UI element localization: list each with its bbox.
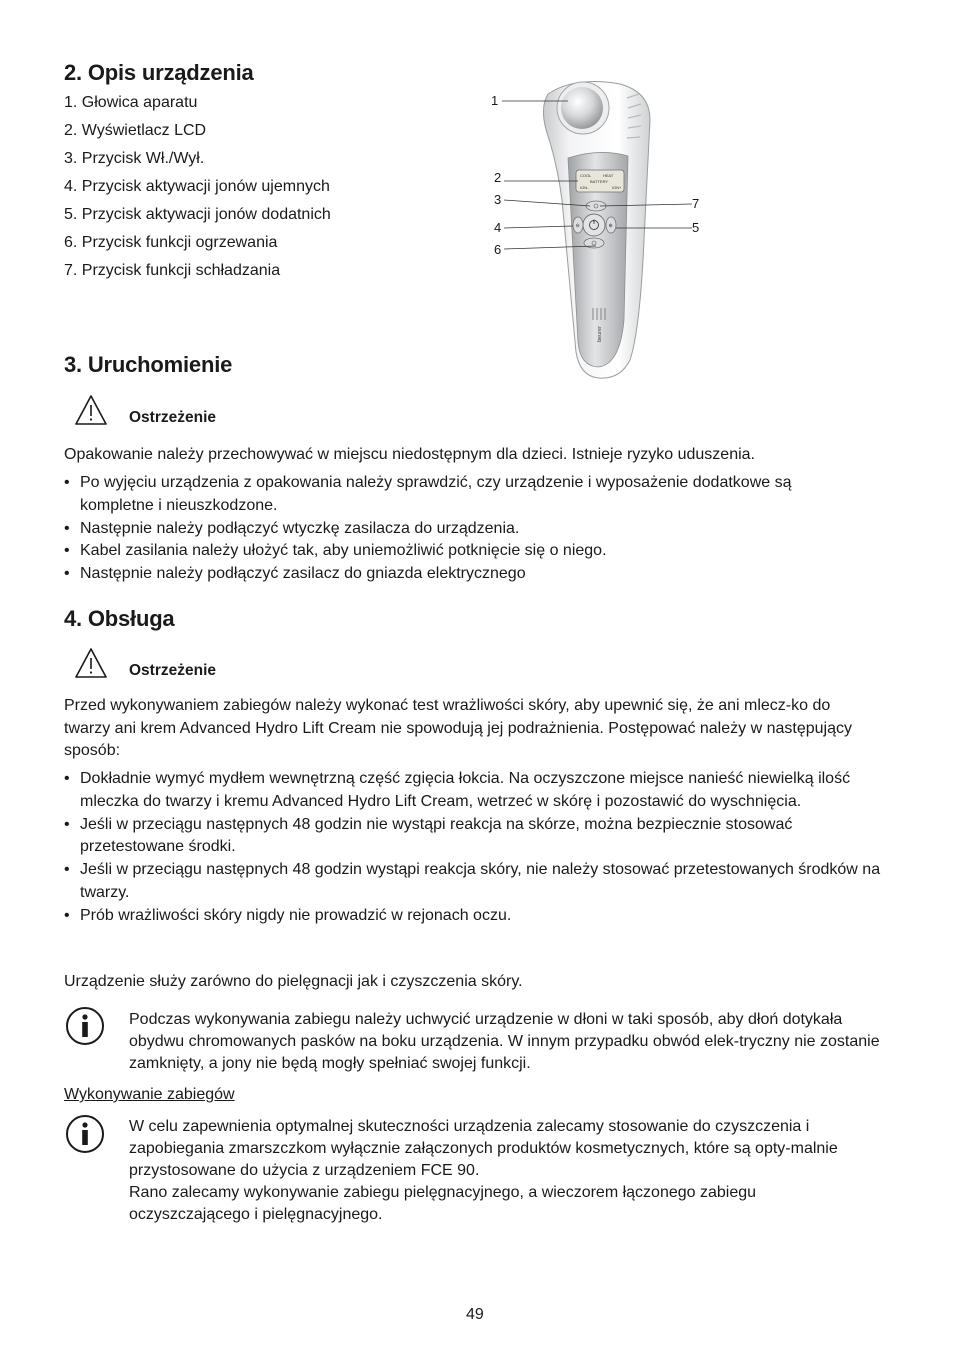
info-icon: [65, 1114, 105, 1154]
list-item: • Jeśli w przeciągu następnych 48 godzin nie wystąpi reakcja na skórze, można bezpiecznie stosować przetestowane środki.: [64, 814, 890, 860]
callout-3: 3: [494, 192, 502, 207]
callout-6: 6: [494, 242, 502, 257]
list-item: • Następnie należy podłączyć zasilacz do gniazda elektrycznego: [64, 563, 864, 586]
lcd-cool-label: COOL: [580, 173, 592, 178]
callout-5: 5: [692, 220, 700, 235]
info-routine-text: Rano zalecamy wykonywanie zabiegu pielęgnacyjnego, a wieczorem łączonego zabiegu oczyszczającego i pielęgnacyjnego.: [129, 1184, 757, 1223]
list-item: 7. Przycisk funkcji schładzania: [64, 262, 281, 279]
list-item: 3. Przycisk Wł./Wył.: [64, 150, 205, 167]
info-grip-text: Podczas wykonywania zabiegu należy uchwycić urządzenie w dłoni w taki sposób, aby dłoń dotykała obydwu chromowanych pasków na boku urządzenia. W innym przypadku obwód elek-tryczny nie zostanie zamknięty, a jony nie będą mogły spełniać swojej funkcji.: [129, 1011, 880, 1072]
page-number: 49: [466, 1306, 484, 1323]
list-item: • Po wyjęciu urządzenia z opakowania należy sprawdzić, czy urządzenie i wyposażenie dodatkowe są kompletne i nieuszkodzone.: [64, 472, 864, 518]
section-title-operation: 4. Obsługa: [64, 606, 175, 631]
section-title-device-description: 2. Opis urządzenia: [64, 60, 254, 85]
warning-label: Ostrzeżenie: [129, 662, 217, 679]
list-item: 6. Przycisk funkcji ogrzewania: [64, 234, 278, 251]
info-icon: [65, 1006, 105, 1046]
list-item: • Dokładnie wymyć mydłem wewnętrzną część zgięcia łokcia. Na oczyszczone miejsce nanieść niewielką ilość mleczka do twarzy i kremu Advanced Hydro Lift Cream, wetrzeć w skórę i pozostawić do wyschnięcia.: [64, 768, 890, 814]
svg-text:⊖: ⊖: [575, 223, 580, 229]
purpose-text: Urządzenie służy zarówno do pielęgnacji jak i czyszczenia skóry.: [64, 973, 523, 990]
list-item: • Kabel zasilania należy ułożyć tak, aby uniemożliwić potknięcie się o niego.: [64, 540, 864, 563]
info-products-text: W celu zapewnienia optymalnej skuteczności urządzenia zalecamy stosowanie do czyszczenia i zapobiegania zmarszczkom wyłącznie załączonych produktów kosmetycznych, które są opty-malnie przystosowane do użycia z urządzeniem FCE 90.: [129, 1118, 838, 1179]
startup-bullets: [64, 472, 864, 586]
list-item: 2. Wyświetlacz LCD: [64, 122, 207, 139]
list-item: 4. Przycisk aktywacji jonów ujemnych: [64, 178, 330, 195]
device-illustration: [480, 80, 720, 380]
warning-triangle-icon: [74, 647, 108, 679]
callout-4: 4: [494, 220, 502, 235]
lcd-ion-pos-label: ION+: [612, 185, 622, 190]
callout-7: 7: [692, 196, 700, 211]
brand-logo-text: beurer: [597, 326, 603, 342]
subheading-treatments: Wykonywanie zabiegów: [64, 1086, 235, 1103]
list-item: • Następnie należy podłączyć wtyczkę zasilacza do urządzenia.: [64, 518, 864, 541]
svg-text:⊕: ⊕: [608, 223, 613, 229]
device-parts-list: [64, 92, 331, 288]
lcd-ion-neg-label: ION-: [580, 185, 589, 190]
list-item: • Jeśli w przeciągu następnych 48 godzin wystąpi reakcja skóry, nie należy stosować przetestowanych środków na twarzy.: [64, 859, 890, 905]
skin-test-bullets: [64, 768, 890, 928]
lcd-heat-label: HEAT: [603, 173, 614, 178]
warning-text: Przed wykonywaniem zabiegów należy wykonać test wrażliwości skóry, aby upewnić się, że ani mlecz-ko do twarzy ani krem Advanced Hydro Lift Cream nie spowodują jej podrażnienia. Postępować należy w następujący sposób:: [64, 697, 852, 759]
list-item: • Prób wrażliwości skóry nigdy nie prowadzić w rejonach oczu.: [64, 905, 890, 928]
warning-text: Opakowanie należy przechowywać w miejscu niedostępnym dla dzieci. Istnieje ryzyko uduszenia.: [64, 446, 755, 463]
warning-label: Ostrzeżenie: [129, 409, 217, 426]
list-item: 1. Głowica aparatu: [64, 94, 198, 111]
list-item: 5. Przycisk aktywacji jonów dodatnich: [64, 206, 331, 223]
lcd-battery-label: BATTERY: [590, 179, 609, 184]
warning-triangle-icon: [74, 394, 108, 426]
device-figure: [480, 80, 720, 380]
callout-1: 1: [491, 93, 499, 108]
section-title-startup: 3. Uruchomienie: [64, 352, 233, 377]
callout-2: 2: [494, 170, 502, 185]
